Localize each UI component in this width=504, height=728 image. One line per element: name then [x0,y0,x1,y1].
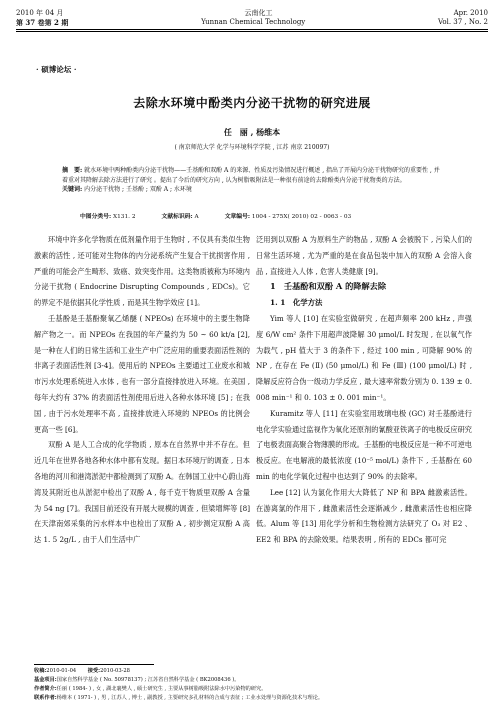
classification-line [80,211,351,220]
doccode-value: A [194,214,199,220]
header-journal-en: Yunnan Chemical Technology [201,18,306,26]
abstract-label: 摘 要: [62,167,83,174]
author-text: 任丽 ( 1984- ) , 女 , 湖北襄樊人 , 硕士研究生 , 主要从事树脂吸附法除水中污染物的研究。 [56,686,267,692]
abstract-block [62,166,444,195]
article-value: 1004 - 275X( 2010) 02 - 0063 - 03 [251,214,352,220]
right-paragraph: Kuramitz 等人 [11] 在实验室用玻璃电极 (GC) 对壬基酚进行电化学实验通过监视作为氧化还原剂的氰酸亚铁离子的电极反应研究了电极表面高聚合物薄膜的形成。壬基酚的电极反应是一种不可逆电极反应。在电解液的最低浓度 (10⁻⁵ mol/L) 条件下 , 壬基酚在 60 min 的电化学氧化过程中也达到了 90% 的去除率。 [256,408,472,481]
header-volume-en: Vol. 37 , No. 2 [437,18,488,26]
header-rule [16,29,488,30]
right-paragraph: Lee [12] 认为氯化作用大大降低了 NP 和 BPA 雌激素活性。在游离氯的作用下 , 雌激素活性会逐渐减少 , 雌激素活性也相应降低。Alum 等 [13] 用化学分析和生物检测方法研究了 O₃ 对 E2 、EE2 和 BPA 的去除效果。结果表明 , 所有的 EDCs 都可完 [256,487,472,545]
contact-text: 杨维本 ( 1971- ) , 男 , 江苏人 , 博士 , 副教授 , 主要研究多孔材料的合成与表征 ; 工业水处理与资源化技术与理论。 [56,695,324,701]
header-journal-cn: 云南化工 [244,9,273,17]
left-column [34,232,250,548]
left-paragraph: 壬基酚是壬基酚聚氧乙烯醚 ( NPEOs) 在环境中的主要生物降解产物之一。而 NPEOs 在我国的年产量约为 50 ~ 60 kt/a [2], 是一种在人们的日常生活和工业生产中广泛应用的重要表面活性剂的非离子表面活性剂 [3-4]。使用后的 NPEOs 主要通过工业废水和城市污水处理系统进入水体 , 也有一部分直接排放进入环境。在美国 , 每年大约有 37% 的表面活性剂使用后进入各种水体环境 [5] ; 在我国 , 由于污水处理率不高 , 直接排放进入环境的 NPEOs 的比例会更高一些 [6]。 [34,313,250,434]
footnote-rule [34,664,154,665]
running-header [16,9,488,32]
keywords [62,185,444,195]
doccode-label: 文献标识码: [161,214,193,220]
paper-title: 去除水环境中酚类内分泌干扰物的研究进展 [133,96,371,110]
header-date-cn: 2010 年 04 月 [16,9,64,17]
footnotes [34,667,474,703]
clc-value: X131. 2 [112,214,136,220]
left-paragraph: 环境中许多化学物质在低剂量作用于生物时 , 不仅具有类似生物激素的活性 , 还可能对生物体的内分泌系统产生复合干扰损害作用 , 严重的可能会产生畸形、致癌、致突变作用。这类物质被称为环境内分泌干扰物 ( Endocrine Disrupting Compounds , EDCs)。它的界定不是依据其化学性质 , 而是其生物学效应 [1]。 [34,235,250,308]
left-paragraph: 双酚 A 是人工合成的化学物质 , 原本在自然界中并不存在。但近几年在世界各地各种水体中都有发现。据日本环境厅的调查 , 日本各地的河川和港湾淤泥中都检测到了双酚 A。在韩国工业中心蔚山海湾及其附近也从淤泥中检出了双酚 A , 每千克干物质里双酚 A 含量为 54 ng [7]。我国目前还没有开展大规模的调查 , 但梁增辉等 [8] 在天津南郊采集的污水样本中也检出了双酚 A , 初步测定双酚 A 高达 1. 5 2g/L , 由于人们生活中广 [34,440,250,545]
footnote-contact [34,694,474,703]
right-column [256,232,472,548]
contact-label: 联系作者: [34,695,57,701]
section-heading-1: 1 壬基酚和双酚 A 的降解去除 [270,281,387,292]
subsection-heading-1-1: 1. 1 化学方法 [270,298,323,308]
header-date-en: Apr. 2010 [453,9,488,17]
abstract [62,166,444,185]
author-label: 作者简介: [34,686,57,692]
footnote-dates [34,667,474,676]
received-label: 收稿: [34,668,47,674]
header-rule-thin [16,31,488,32]
footnote-author [34,685,474,694]
right-paragraph: Yim 等人 [10] 在实验室做研究 , 在超声频率 200 kHz , 声强度 6/W cm² 条件下用超声波降解 30 μmol/L 时发现 , 在以氧气作为载气 , pH 值大于 3 的条件下 , 经过 100 min , 可降解 90% 的 NP , 在存在 Fe (Ⅱ) (50 μmol/L) 和 Fe (Ⅲ) (100 μmol/L) 时 , 降解反应符合伪一级动力学反应 , 最大速率常数分别为 0. 139 ± 0. 008 min⁻¹ 和 0. 103 ± 0. 001 min⁻¹。 [256,313,472,402]
section-label: · 硕博论坛 · [36,65,77,74]
abstract-text: 就水环境中两种酚类内分泌干扰物——壬基酚和双酚 A 的来源、性质及污染情况进行概述 , 指出了开展内分泌干扰物研究的重要性 , 并着重对其降解去除方法进行了研究 。提出了今后的研究方向 , 认为树脂吸附法是一种很有前途的去除酚类内分泌干扰物类的方法。 [62,167,440,184]
paper-authors: 任 丽 , 杨维本 [223,127,281,137]
accepted-label: 接受: [87,668,101,674]
keywords-label: 关键词: [62,186,83,193]
header-volume-cn: 第 37 卷第 2 期 [16,18,69,27]
paper-affiliation: ( 南京师范大学 化学与环境科学学院 , 江苏 南京 210097) [174,144,330,151]
accepted-date: 2010-03-28 [100,668,130,674]
article-label: 文章编号: [224,214,251,220]
received-date: 2010-01-04 [46,668,77,674]
fund-label: 基金项目: [34,677,57,683]
fund-text: 国家自然科学基金 ( No. 50978137) ; 江苏省自然科学基金 ( BK2008436 )。 [56,677,240,683]
keywords-text: 内分泌干扰物 ; 壬基酚 ; 双酚 A ; 水环境 [84,186,192,193]
footnote-fund [34,676,474,685]
right-intro-paragraph: 泛用到以双酚 A 为原料生产的物品 , 双酚 A 会被脱下 , 污染人们的日常生活环境 , 尤为严重的是在食品包装中加入的双酚 A 会溶入食品 , 直接进入人体 , 危害人类健康 [9]。 [256,235,472,276]
clc-label: 中图分类号: [80,214,112,220]
